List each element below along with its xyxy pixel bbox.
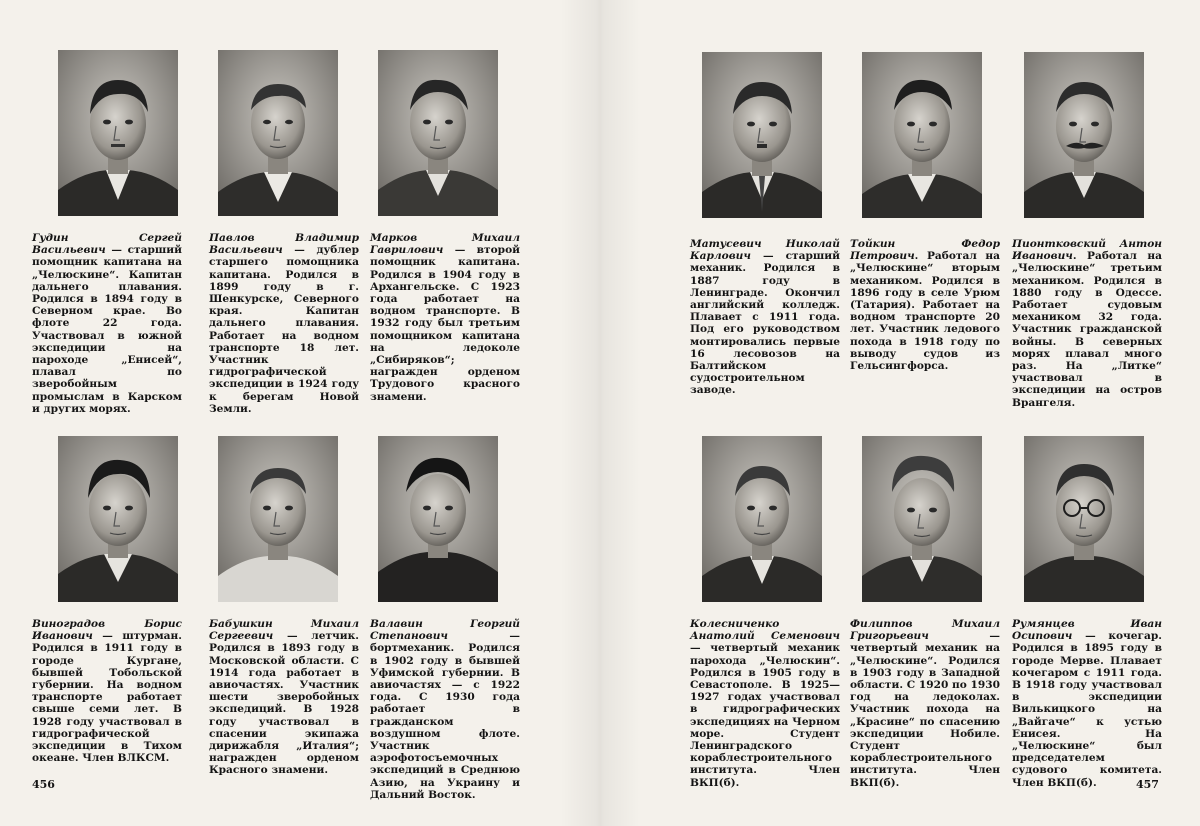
book-gutter	[560, 0, 640, 826]
portrait-markov	[378, 50, 498, 216]
portrait-babushkin	[218, 436, 338, 602]
person-bio: — летчик. Родился в 1893 году в Московской области. С 1914 года работает в авиочастях. Участник шести зверобойных экспедиций. В 1928 году участвовал в спасении экипажа дирижабля „Италия“; награжден орденом Красного знамени.	[209, 630, 359, 777]
person-bio: — дублер старшего помощника капитана. Родился в 1899 году в г. Шенкурске, Северного края. Капитан дальнего плавания. Работает на водном транспорте 18 лет. Участник гидрографической экспедиции в 1924 году к берегам Новой Земли.	[209, 244, 359, 415]
person-name: Валавин Георгий Степанович	[370, 618, 520, 643]
person-name: Филиппов Михаил Григорьевич	[850, 618, 1000, 643]
caption-toikin	[850, 238, 1000, 372]
person-name: Павлов Владимир Васильевич	[209, 232, 359, 257]
person-name: Тойкин Федор Петрович	[850, 238, 1000, 263]
person-bio: — кочегар. Родился в 1895 году в городе Мерве. Плавает кочегаром с 1911 года. В 1918 году участвовал в экспедиции Вилькицкого на „Вайгаче“ к устью Енисея. На „Челюскине“ был председателем судового комитета. Член ВКП(б).	[1012, 630, 1162, 789]
person-name: Колесниченко Анатолий Семенович	[690, 618, 840, 643]
portrait-valavin	[378, 436, 498, 602]
page-number-left: 456	[32, 778, 55, 791]
person-bio: — старший помощник капитана на „Челюскине“. Капитан дальнего плавания. Родился в 1894 году в Северном крае. Во флоте 22 года. Участвовал в южной экспедиции на пароходе „Енисей“, плавал по зверобойным промыслам в Карском и других морях.	[32, 244, 182, 415]
caption-vinogradov	[32, 618, 182, 764]
portrait-gudin	[58, 50, 178, 216]
person-bio: — бортмеханик. Родился в 1902 году в бывшей Уфимской губернии. В авиочастях — с 1922 года. С 1930 года работает в гражданском воздушном флоте. Участник аэрофотосъемочных экспедиций в Среднюю Азию, на Украину и Дальний Восток.	[370, 630, 520, 801]
person-bio: — старший механик. Родился в 1887 году в Ленинграде. Окончил английский колледж. Плавает с 1911 года. Под его руководством монтировались первые 16 лесовозов на Балтийском судостроительном заводе.	[690, 250, 840, 397]
caption-babushkin	[209, 618, 359, 777]
person-name: Марков Михаил Гаврилович	[370, 232, 520, 257]
person-name: Бабушкин Михаил Сергеевич	[209, 618, 359, 643]
person-bio: — четвертый механик на „Челюскине“. Родился в 1903 году в Западной области. С 1920 по 1930 год на ледоколах. Участник похода на „Красине“ по спасению экспедиции Нобиле. Студент кораблестроительного института. Член ВКП(б).	[850, 630, 1000, 789]
portrait-toikin	[862, 52, 982, 218]
portrait-rumyantsev	[1024, 436, 1144, 602]
person-name: Матусевич Николай Карлович	[690, 238, 840, 263]
caption-kolesnichenko	[690, 618, 840, 789]
caption-markov	[370, 232, 520, 403]
portrait-filippov	[862, 436, 982, 602]
caption-rumyantsev	[1012, 618, 1162, 789]
page-number-right: 457	[1136, 778, 1159, 791]
person-bio: . Работал на „Челюскине“ третьим механиком. Родился в 1880 году в Одессе. Работает судовым механиком 32 года. Участник гражданской войны. В северных морях плавал много раз. На „Литке“ участвовал в экспедиции на остров Врангеля.	[1012, 250, 1162, 409]
person-name: Румянцев Иван Осипович	[1012, 618, 1162, 643]
portrait-piontkovsky	[1024, 52, 1144, 218]
person-bio: — второй помощник капитана. Родился в 1904 году в Архангельске. С 1923 года работает на водном транспорте. В 1932 году был третьим помощником капитана на ледоколе „Сибиряков“; награжден орденом Трудового красного знамени.	[370, 244, 520, 403]
caption-piontkovsky	[1012, 238, 1162, 409]
person-name: Пионтковский Антон Иванович	[1012, 238, 1162, 263]
person-bio: . Работал на „Челюскине“ вторым механиком. Родился в 1896 году в селе Урюм (Татария). Работает на водном транспорте 20 лет. Участник ледового похода в 1918 году по выводу судов из Гельсингфорса.	[850, 250, 1000, 373]
caption-matusevich	[690, 238, 840, 397]
person-bio: — четвертый механик парохода „Челюскин“. Родился в 1905 году в Севастополе. В 1925—1927 годах участвовал в гидрографических экспедициях на Черном море. Студент Ленинградского кораблестроительного института. Член ВКП(б).	[690, 642, 840, 789]
caption-valavin	[370, 618, 520, 801]
person-name: Гудин Сергей Васильевич	[32, 232, 182, 257]
caption-filippov	[850, 618, 1000, 789]
caption-pavlov	[209, 232, 359, 415]
portrait-kolesnichenko	[702, 436, 822, 602]
portrait-vinogradov	[58, 436, 178, 602]
person-bio: — штурман. Родился в 1911 году в городе Кургане, бывшей Тобольской губернии. На водном транспорте работает свыше семи лет. В 1928 году участвовал в гидрографической экспедиции в Тихом океане. Член ВЛКСМ.	[32, 630, 182, 765]
portrait-matusevich	[702, 52, 822, 218]
caption-gudin	[32, 232, 182, 415]
portrait-pavlov	[218, 50, 338, 216]
person-name: Виноградов Борис Иванович	[32, 618, 182, 643]
